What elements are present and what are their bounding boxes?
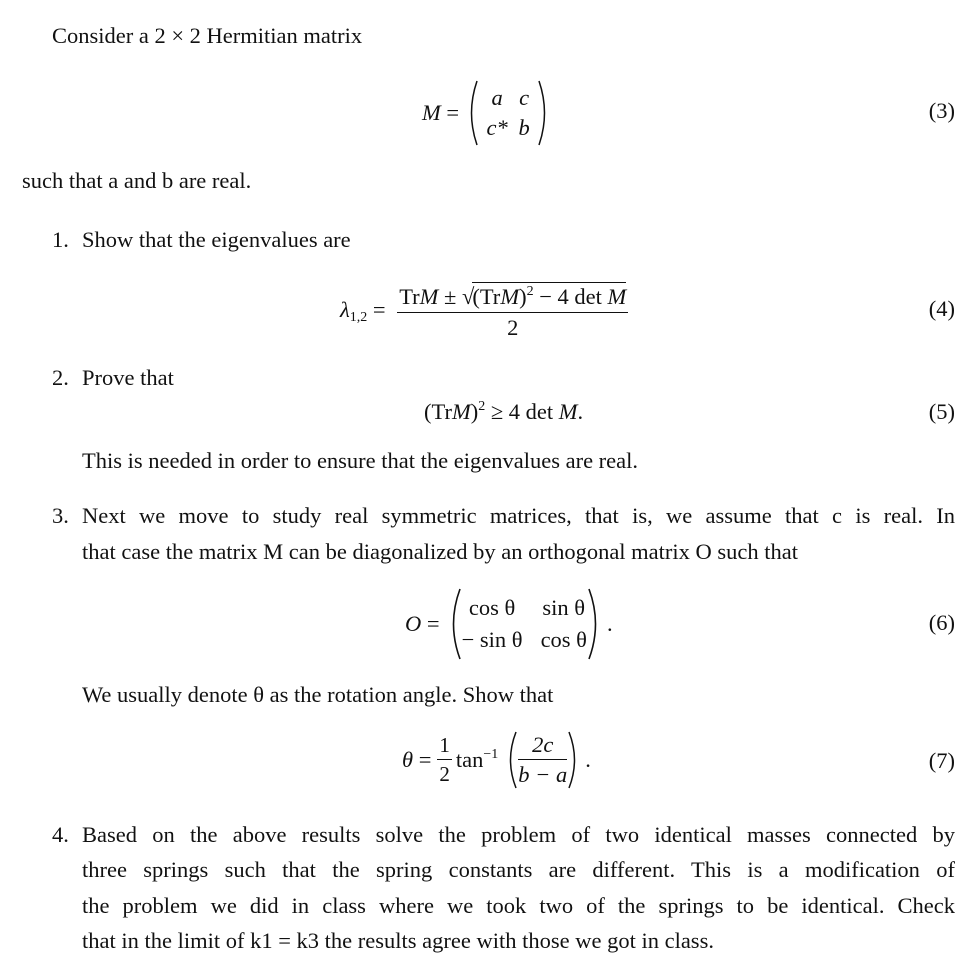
eq3-a: a [491, 84, 503, 110]
equation-4 [340, 282, 628, 339]
equation-6 [405, 587, 613, 661]
item-4-line-2: three springs such that the spring constants are different. This is a modification of [82, 857, 955, 882]
eq7-frac-num: 2c [532, 731, 554, 757]
after-eq3-sentence: such that a and b are real. [22, 168, 252, 193]
item-3-line-2: that case the matrix M can be diagonalized by an orthogonal matrix O such that [82, 539, 799, 564]
eq7-frac-den: b − a [518, 762, 568, 787]
item-1-text: Show that the eigenvalues are [82, 227, 351, 252]
after-eq3-text [22, 170, 251, 193]
eq7-half-den: 2 [439, 762, 450, 786]
eq3-b: b [518, 115, 530, 140]
eq7-fn: tan [455, 746, 484, 772]
eq5-number: (5) [928, 399, 955, 424]
right-paren [537, 79, 551, 147]
eq4-fraction [397, 282, 628, 339]
eq4-number: (4) [928, 296, 955, 321]
equation-5: (TrM)$^2$ ≥ 4 det M. [424, 399, 584, 424]
item-3-label: 3. [52, 503, 69, 528]
intro-text [52, 25, 362, 48]
item-2-text: Prove that [82, 365, 174, 390]
equation-3 [422, 79, 551, 147]
item-4-label: 4. [52, 822, 69, 847]
intro-sentence: Consider a 2 × 2 Hermitian matrix [52, 23, 363, 48]
eq6-lhs: O = [405, 610, 440, 636]
item-4-line-1: Based on the above results solve the problem of two identical masses connected by [82, 822, 955, 847]
left-paren [465, 79, 479, 147]
item-2-label: 2. [52, 365, 69, 390]
eq4-numerator: TrM ± √(TrM)$^2$ − 4 det M [399, 284, 627, 309]
item-4-line-3: the problem we did in class where we took two of the springs to be identical. Check [82, 893, 955, 918]
eq7-tan [455, 746, 499, 772]
eq4-lambda: $\lambda_{1,2}$ = [340, 297, 386, 326]
eq7-fraction [518, 731, 568, 787]
eq7-exp: −1 [483, 746, 499, 762]
eq7-lhs: θ = [402, 746, 432, 772]
eq6-matrix [461, 594, 587, 652]
eq7-half [437, 735, 452, 785]
item-3-note: We usually denote θ as the rotation angle. Show that [82, 682, 554, 707]
left-paren [446, 587, 462, 661]
eq6-number: (6) [928, 610, 955, 635]
right-paren [567, 730, 581, 790]
item-1-label: 1. [52, 227, 69, 252]
eq3-lhs: M = [422, 99, 460, 125]
eq4-denominator: 2 [507, 314, 519, 340]
eq3-matrix [481, 84, 535, 140]
eq6-r1c2: sin θ [542, 594, 586, 620]
equation-7 [402, 730, 591, 790]
eq3-cstar: c* [486, 115, 508, 140]
right-paren [587, 587, 603, 661]
item-3-line-1: Next we move to study real symmetric matrices, that is, we assume that c is real. In [82, 503, 955, 528]
eq7-number: (7) [928, 748, 955, 773]
eq3-number: (3) [928, 98, 955, 123]
eq6-r1c1: cos θ [468, 594, 516, 620]
item-4-line-4: that in the limit of k1 = k3 the results agree with those we got in class. [82, 928, 714, 953]
left-paren [504, 730, 518, 790]
eq6-period: . [606, 610, 613, 636]
eq7-half-num: 1 [439, 733, 450, 757]
eq6-r2c1: − sin θ [461, 627, 523, 652]
eq6-r2c2: cos θ [540, 627, 587, 652]
item-2-note: This is needed in order to ensure that the eigenvalues are real. [82, 448, 639, 473]
eq3-c: c [519, 84, 530, 110]
eq7-period: . [585, 746, 591, 772]
